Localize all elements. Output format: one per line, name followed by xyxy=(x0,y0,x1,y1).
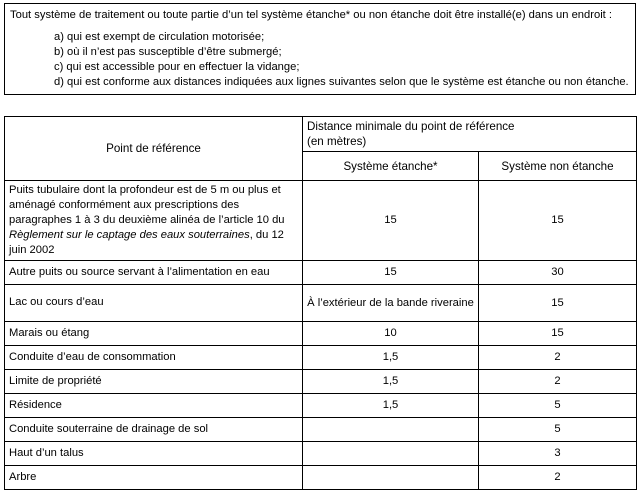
intro-list xyxy=(10,30,630,90)
row-value-non-etanche: 30 xyxy=(479,260,637,284)
row-value-non-etanche: 15 xyxy=(479,284,637,321)
header-point-de-reference: Point de référence xyxy=(5,117,303,181)
row-label-haut-talus: Haut d’un talus xyxy=(5,441,303,465)
header-systeme-non-etanche: Système non étanche xyxy=(479,152,637,181)
row-value-etanche: 1,5 xyxy=(303,393,479,417)
table-header-row-main xyxy=(5,117,637,152)
intro-list-item-a: a) qui est exempt de circulation motorisée; xyxy=(54,30,265,43)
table-row xyxy=(5,393,637,417)
reference-distance-table xyxy=(4,116,637,490)
row-value-etanche: 1,5 xyxy=(303,345,479,369)
row-label-conduite-souterraine-drainage: Conduite souterraine de drainage de sol xyxy=(5,417,303,441)
row-value-etanche xyxy=(303,417,479,441)
table-row xyxy=(5,260,637,284)
reference-table-wrapper xyxy=(4,116,636,490)
row-label-lac-cours-eau: Lac ou cours d’eau xyxy=(5,284,303,321)
row-value-non-etanche: 2 xyxy=(479,369,637,393)
intro-box xyxy=(4,3,636,95)
table-row xyxy=(5,181,637,260)
row-value-non-etanche: 2 xyxy=(479,465,637,489)
row-label-conduite-eau-consommation: Conduite d’eau de consommation xyxy=(5,345,303,369)
table-row xyxy=(5,321,637,345)
row-value-etanche xyxy=(303,465,479,489)
row-label-text-part1: Puits tubulaire dont la profondeur est de 5 m ou plus et aménagé conformément aux prescriptions des paragraphes 1 à 3 du deuxième alinéa de l’article 10 du xyxy=(9,184,285,226)
intro-list-item-d: d) qui est conforme aux distances indiquées aux lignes suivantes selon que le système est étanche ou non étanche. xyxy=(54,75,629,88)
table-row xyxy=(5,369,637,393)
row-label-arbre: Arbre xyxy=(5,465,303,489)
table-row xyxy=(5,465,637,489)
header-systeme-etanche: Système étanche* xyxy=(303,152,479,181)
table-row xyxy=(5,441,637,465)
table-row xyxy=(5,417,637,441)
row-value-non-etanche: 2 xyxy=(479,345,637,369)
table-row xyxy=(5,345,637,369)
row-label-autre-puits: Autre puits ou source servant à l’alimentation en eau xyxy=(5,260,303,284)
row-value-etanche: 10 xyxy=(303,321,479,345)
row-value-etanche: À l’extérieur de la bande riveraine xyxy=(303,284,479,321)
row-value-non-etanche: 5 xyxy=(479,417,637,441)
intro-paragraph: Tout système de traitement ou toute partie d’un tel système étanche* ou non étanche doit être installé(e) dans un endroit : xyxy=(10,9,612,21)
table-row xyxy=(5,284,637,321)
row-value-etanche: 15 xyxy=(303,181,479,260)
row-value-etanche xyxy=(303,441,479,465)
header-distance-line1: Distance minimale du point de référence xyxy=(307,120,515,133)
row-value-non-etanche: 5 xyxy=(479,393,637,417)
row-value-etanche: 15 xyxy=(303,260,479,284)
row-value-non-etanche: 15 xyxy=(479,321,637,345)
row-label-text-part2: , du 12 juin 2002 xyxy=(9,228,284,256)
row-label-text-italic: Règlement sur le captage des eaux souterraines xyxy=(9,228,250,241)
header-distance-minimale xyxy=(303,117,637,152)
header-distance-line2: (en mètres) xyxy=(307,135,367,149)
row-value-non-etanche: 3 xyxy=(479,441,637,465)
row-value-non-etanche: 15 xyxy=(479,181,637,260)
row-label-marais-etang: Marais ou étang xyxy=(5,321,303,345)
row-label-limite-propriete: Limite de propriété xyxy=(5,369,303,393)
intro-list-item-c: c) qui est accessible pour en effectuer la vidange; xyxy=(54,60,300,73)
intro-list-item-b: b) où il n’est pas susceptible d’être submergé; xyxy=(54,45,282,58)
row-label-puits-tubulaire xyxy=(5,181,303,260)
row-value-etanche: 1,5 xyxy=(303,369,479,393)
row-label-residence: Résidence xyxy=(5,393,303,417)
